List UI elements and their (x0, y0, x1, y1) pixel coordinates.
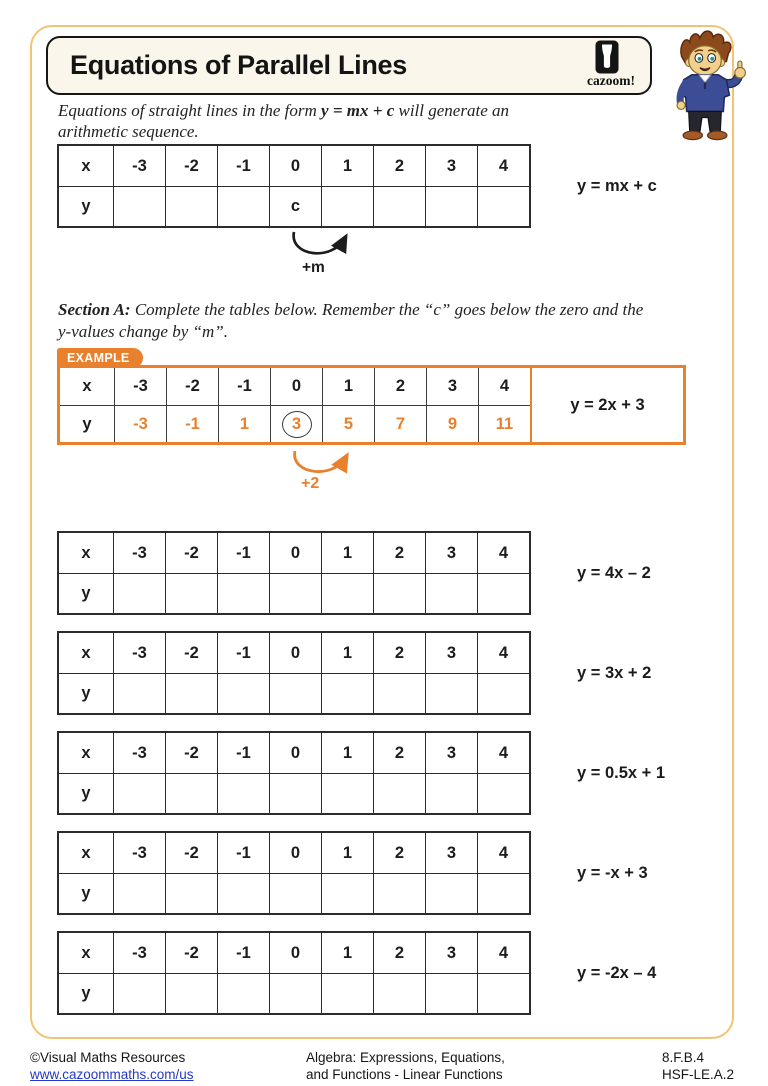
practice-table-4 (57, 831, 531, 915)
y-row-label: y (81, 784, 91, 802)
practice-table-3 (57, 731, 531, 815)
answer-cell (113, 874, 165, 913)
footer-subject-line2: and Functions - Linear Functions (306, 1066, 503, 1082)
y-row (59, 873, 529, 913)
y-value-cell: -1 (166, 406, 218, 442)
x-row-label: x (82, 377, 92, 395)
x-value-cell: 2 (374, 368, 426, 405)
y-row (59, 673, 529, 713)
equation-label-mxc: y = mx + c (577, 176, 657, 195)
intro-text (58, 100, 618, 142)
x-value-cell: 0 (269, 833, 321, 873)
answer-cell (269, 674, 321, 713)
x-value-cell: -1 (217, 146, 269, 186)
equation-label-3: y = 0.5x + 1 (577, 763, 666, 782)
x-row (59, 933, 529, 973)
answer-cell (477, 574, 529, 613)
x-row (59, 146, 529, 186)
x-value-cell: 3 (425, 146, 477, 186)
answer-cell (425, 187, 477, 226)
x-value-cell: -3 (113, 633, 165, 673)
y-value-cell: 5 (322, 406, 374, 442)
answer-cell (217, 974, 269, 1013)
answer-cell (113, 574, 165, 613)
answer-cell (425, 974, 477, 1013)
answer-cell (321, 974, 373, 1013)
x-row (59, 633, 529, 673)
x-value-cell: -1 (217, 833, 269, 873)
equation-label-2: y = 3x + 2 (577, 663, 652, 682)
x-value-cell: -3 (113, 146, 165, 186)
x-value-cell: 1 (321, 933, 373, 973)
answer-cell (321, 874, 373, 913)
answer-cell (373, 187, 425, 226)
y-value-cell: 9 (426, 406, 478, 442)
answer-cell (477, 774, 529, 813)
footer-standard-code-1: 8.F.B.4 (662, 1050, 705, 1065)
footer-subject-line1: Algebra: Expressions, Equations, (306, 1050, 505, 1065)
answer-cell (113, 774, 165, 813)
answer-cell (217, 574, 269, 613)
x-value-cell: 1 (321, 633, 373, 673)
footer-copyright: ©Visual Maths Resources (30, 1050, 186, 1065)
x-value-cell: -3 (113, 733, 165, 773)
answer-cell (217, 674, 269, 713)
x-value-cell: 2 (373, 146, 425, 186)
x-row-label: x (81, 156, 91, 175)
answer-cell (165, 674, 217, 713)
plus-m-label: +m (302, 259, 325, 276)
answer-cell (217, 187, 269, 226)
x-value-cell: 0 (269, 733, 321, 773)
answer-cell (425, 574, 477, 613)
x-value-cell: 2 (373, 633, 425, 673)
x-value-cell: 1 (321, 533, 373, 573)
answer-cell (425, 774, 477, 813)
answer-cell (425, 874, 477, 913)
answer-cell (321, 574, 373, 613)
y-row (60, 405, 530, 442)
x-value-cell: 3 (426, 368, 478, 405)
answer-cell (477, 674, 529, 713)
footer-url-link[interactable]: www.cazoommaths.com/us (30, 1066, 194, 1082)
intro-line2: arithmetic sequence. (58, 122, 199, 141)
y-row-label: y (81, 197, 91, 215)
x-value-cell: 3 (425, 533, 477, 573)
footer-publisher-block (30, 1050, 194, 1083)
x-row-label: x (81, 943, 91, 962)
answer-cell (425, 674, 477, 713)
x-value-cell: 3 (425, 633, 477, 673)
x-value-cell: -3 (113, 933, 165, 973)
x-value-cell: -2 (165, 933, 217, 973)
answer-cell (269, 774, 321, 813)
answer-cell (113, 674, 165, 713)
x-value-cell: -2 (165, 733, 217, 773)
c-cell: c (269, 187, 321, 226)
x-value-cell: 2 (373, 533, 425, 573)
x-value-cell: 0 (269, 633, 321, 673)
y-row (59, 573, 529, 613)
intro-pre: Equations of straight lines in the form (58, 101, 322, 120)
x-row (59, 733, 529, 773)
x-value-cell: 0 (269, 146, 321, 186)
x-value-cell: 1 (321, 833, 373, 873)
x-value-cell: -1 (217, 533, 269, 573)
footer-standard-code-2: HSF-LE.A.2 (662, 1066, 735, 1082)
title-box (46, 36, 652, 95)
answer-cell (165, 187, 217, 226)
mascot-boy-illustration (658, 30, 752, 144)
y-row-label: y (82, 414, 92, 433)
y-value-cell: -3 (114, 406, 166, 442)
x-value-cell: 3 (425, 933, 477, 973)
answer-cell (217, 774, 269, 813)
y-row-label: y (81, 684, 91, 702)
y-value-cell: 7 (374, 406, 426, 442)
plus-m-arrow-icon (288, 229, 354, 262)
answer-cell (113, 974, 165, 1013)
answer-cell (373, 674, 425, 713)
x-value-cell: 4 (477, 533, 529, 573)
footer-subject-block (306, 1050, 505, 1083)
answer-cell (113, 187, 165, 226)
answer-cell (165, 574, 217, 613)
y-row (59, 973, 529, 1013)
answer-cell (373, 874, 425, 913)
x-row (59, 833, 529, 873)
x-value-cell: 0 (269, 533, 321, 573)
x-value-cell: -2 (165, 633, 217, 673)
answer-cell (269, 574, 321, 613)
x-value-cell: 3 (425, 733, 477, 773)
answer-cell (477, 187, 529, 226)
example-equation-label: y = 2x + 3 (530, 368, 683, 442)
answer-cell (373, 974, 425, 1013)
x-value-cell: 1 (322, 368, 374, 405)
x-row-label: x (81, 743, 91, 762)
x-value-cell: 2 (373, 833, 425, 873)
example-badge: EXAMPLE (57, 348, 143, 368)
answer-cell (477, 974, 529, 1013)
x-value-cell: 3 (425, 833, 477, 873)
x-value-cell: 4 (477, 933, 529, 973)
x-value-cell: -3 (114, 368, 166, 405)
x-value-cell: -2 (165, 833, 217, 873)
x-value-cell: 4 (477, 733, 529, 773)
x-value-cell: -1 (217, 633, 269, 673)
example-table (57, 365, 686, 445)
section-a-instructions (58, 299, 702, 342)
y-value-cell-circled (270, 406, 322, 442)
x-value-cell: -3 (113, 533, 165, 573)
example-grid (60, 368, 530, 442)
intro-post: will generate an (394, 101, 509, 120)
x-value-cell: 4 (478, 368, 530, 405)
x-value-cell: 2 (373, 933, 425, 973)
y-row-label: y (81, 984, 91, 1002)
equation-label-1: y = 4x – 2 (577, 563, 651, 582)
y-row-label: y (81, 884, 91, 902)
x-value-cell: -1 (217, 733, 269, 773)
x-value-cell: 1 (321, 146, 373, 186)
answer-cell (269, 974, 321, 1013)
x-value-cell: 2 (373, 733, 425, 773)
answer-cell (321, 187, 373, 226)
plus-2-label: +2 (301, 475, 320, 492)
x-value-cell: -1 (217, 933, 269, 973)
x-value-cell: -3 (113, 833, 165, 873)
section-a-line1: Complete the tables below. Remember the “c” goes below the zero and the (130, 300, 644, 319)
answer-cell (321, 674, 373, 713)
y-value-cell: 1 (218, 406, 270, 442)
footer-standards-block (662, 1050, 734, 1083)
answer-cell (477, 874, 529, 913)
x-value-cell: 0 (270, 368, 322, 405)
y-row (59, 773, 529, 813)
x-row-label: x (81, 543, 91, 562)
equation-label-4: y = -x + 3 (577, 863, 648, 882)
answer-cell (373, 574, 425, 613)
y-value-cell: 11 (478, 406, 530, 442)
y-row (59, 186, 529, 226)
intro-sequence-table (57, 144, 531, 228)
answer-cell (165, 874, 217, 913)
answer-cell (165, 774, 217, 813)
answer-cell (165, 974, 217, 1013)
circled-value: 3 (282, 411, 312, 438)
cazoom-logo-text: cazoom! (587, 73, 635, 88)
x-value-cell: 4 (477, 833, 529, 873)
practice-table-5 (57, 931, 531, 1015)
plus-2-arrow-icon (289, 449, 355, 480)
answer-cell (269, 874, 321, 913)
page-title: Equations of Parallel Lines (70, 50, 407, 80)
cazoom-glass-icon (595, 40, 619, 74)
answer-cell (373, 774, 425, 813)
practice-table-2 (57, 631, 531, 715)
x-value-cell: -2 (166, 368, 218, 405)
intro-formula: y = mx + c (321, 101, 395, 120)
answer-cell (217, 874, 269, 913)
x-row-label: x (81, 643, 91, 662)
x-value-cell: 4 (477, 633, 529, 673)
x-row-label: x (81, 843, 91, 862)
section-a-line2: y-values change by “m”. (58, 321, 228, 341)
x-row (60, 368, 530, 405)
x-value-cell: 4 (477, 146, 529, 186)
answer-cell (321, 774, 373, 813)
x-value-cell: -1 (218, 368, 270, 405)
y-row-label: y (81, 584, 91, 602)
x-value-cell: 0 (269, 933, 321, 973)
practice-table-1 (57, 531, 531, 615)
x-row (59, 533, 529, 573)
x-value-cell: -2 (165, 146, 217, 186)
section-a-heading: Section A: (58, 300, 131, 319)
equation-label-5: y = -2x – 4 (577, 963, 657, 982)
x-value-cell: -2 (165, 533, 217, 573)
x-value-cell: 1 (321, 733, 373, 773)
